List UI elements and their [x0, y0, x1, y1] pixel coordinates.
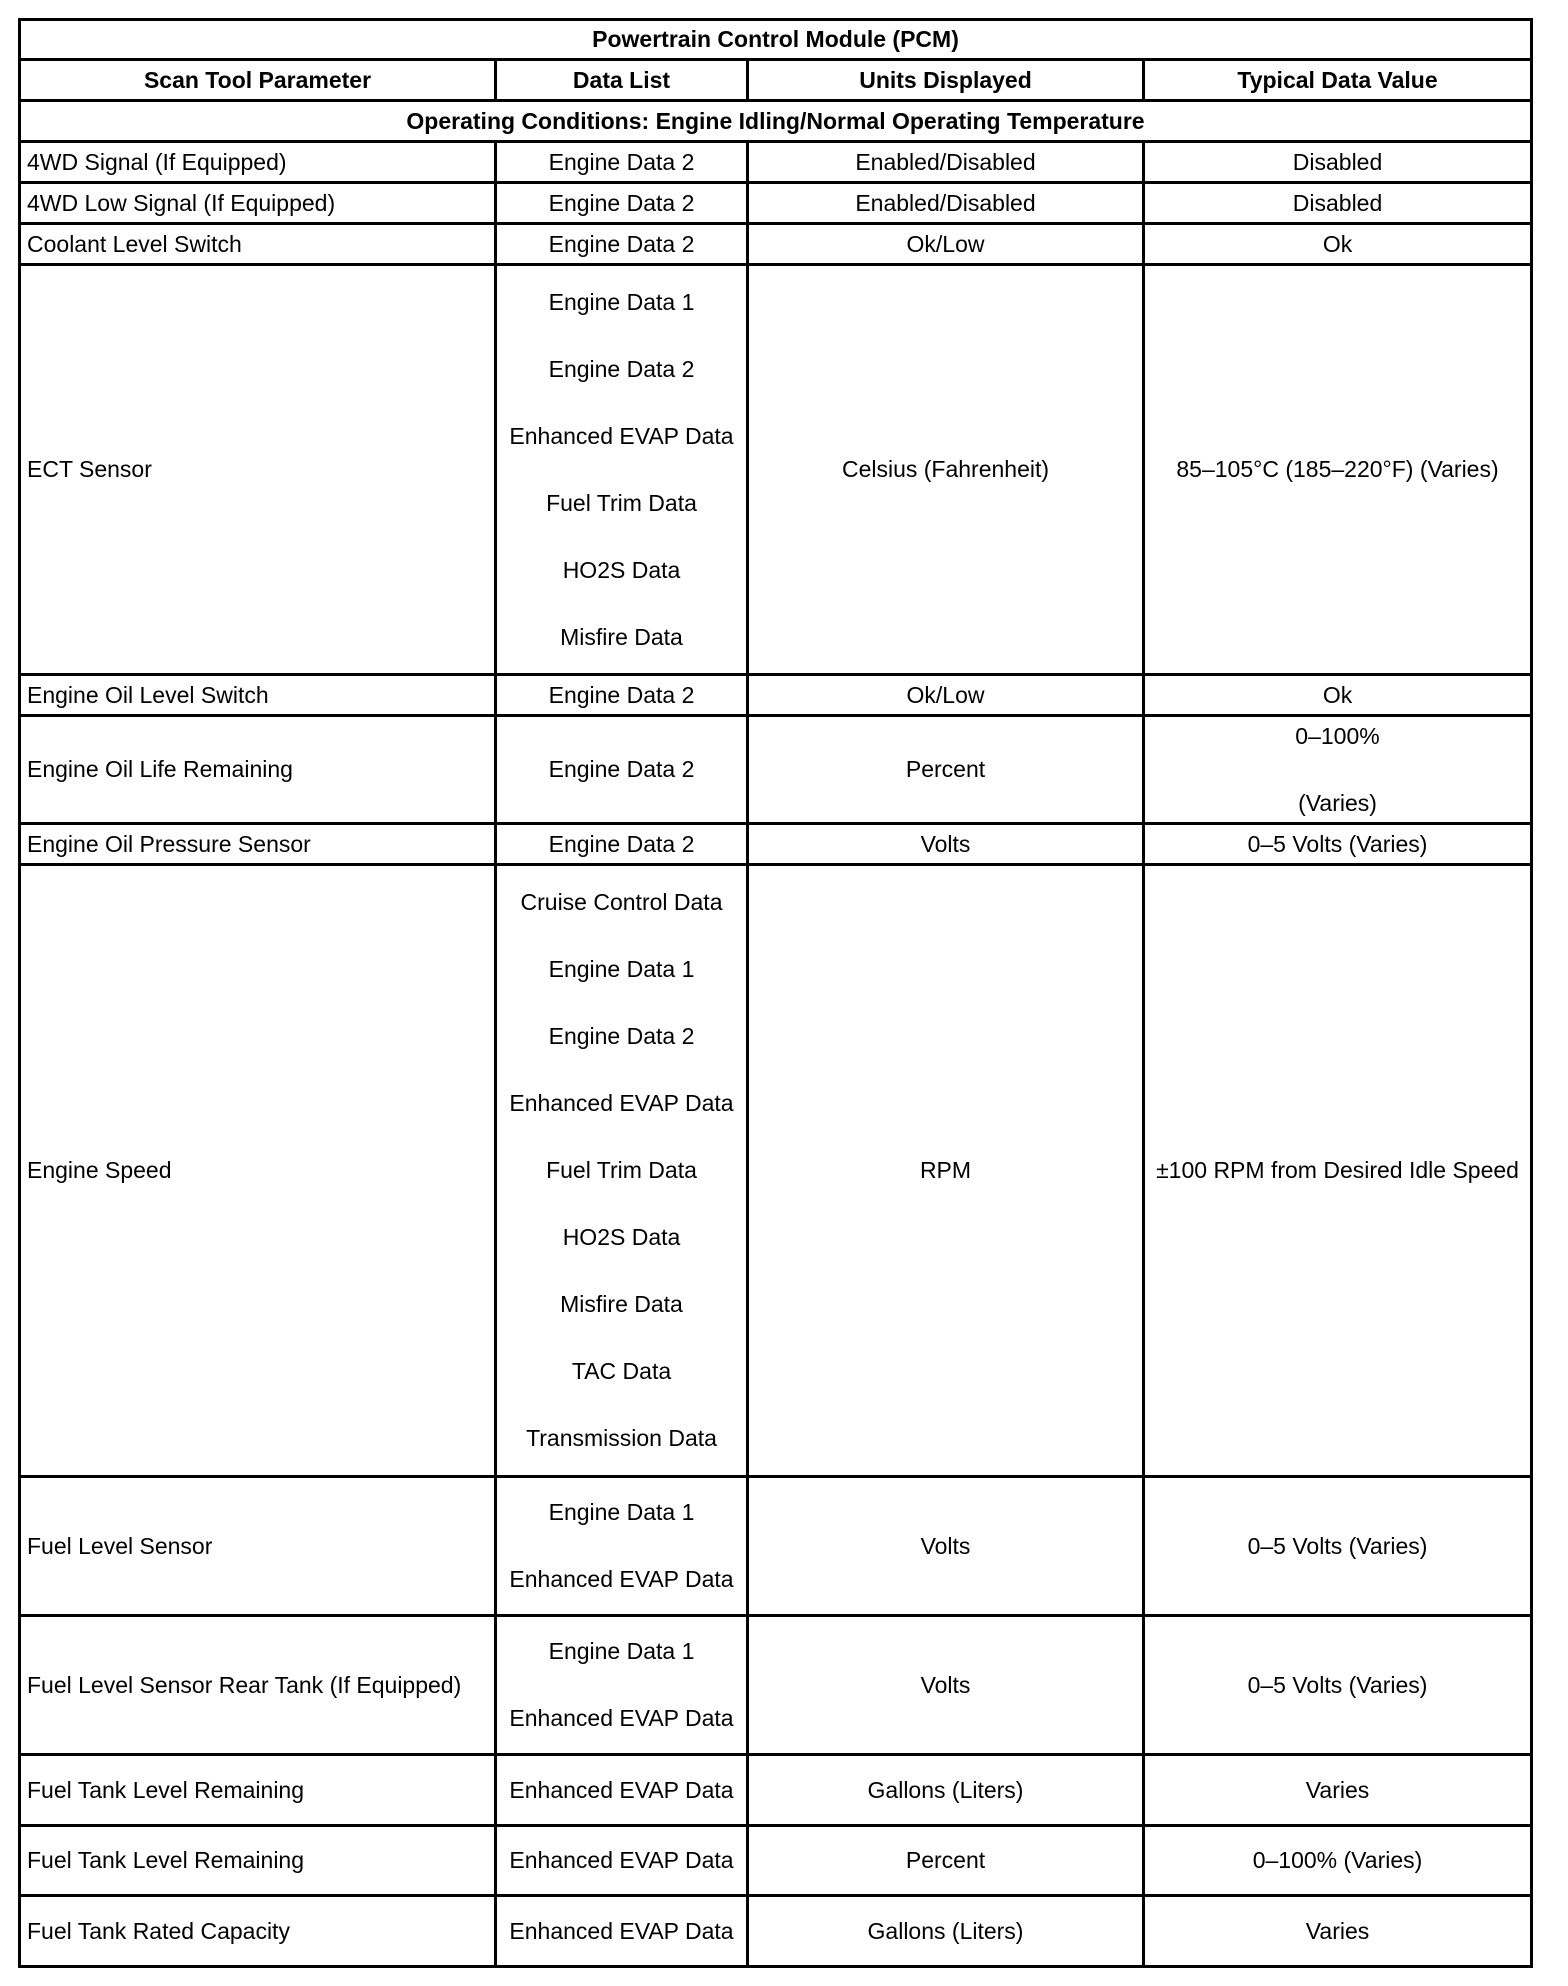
- cell-parameter: Fuel Tank Level Remaining: [20, 1826, 496, 1896]
- cell-units: Ok/Low: [748, 224, 1144, 265]
- cell-typical-value: [1144, 265, 1532, 675]
- data-list-entry: Engine Data 1: [548, 1499, 695, 1525]
- cell-units: Ok/Low: [748, 675, 1144, 716]
- table-row: [20, 265, 1532, 675]
- header-units-displayed: Units Displayed: [748, 60, 1144, 101]
- cell-units: Gallons (Liters): [748, 1896, 1144, 1967]
- data-list-entry: Enhanced EVAP Data: [509, 1705, 734, 1731]
- cell-typical-value: [1144, 142, 1532, 183]
- data-list-entry: Enhanced EVAP Data: [509, 1917, 734, 1944]
- cell-units: Enabled/Disabled: [748, 183, 1144, 224]
- cell-data-list: [496, 1616, 748, 1755]
- cell-parameter: Fuel Tank Rated Capacity: [20, 1896, 496, 1967]
- table-row: [20, 865, 1532, 1477]
- cell-data-list: [496, 675, 748, 716]
- cell-data-list: [496, 1826, 748, 1896]
- typical-value-entry: 0–5 Volts (Varies): [1247, 830, 1428, 857]
- cell-parameter: Coolant Level Switch: [20, 224, 496, 265]
- table-row: [20, 1896, 1532, 1967]
- table-row: [20, 1477, 1532, 1616]
- data-list-entry: Engine Data 2: [548, 355, 695, 382]
- cell-data-list: [496, 142, 748, 183]
- table-row: [20, 224, 1532, 265]
- data-list-entry: Misfire Data: [560, 623, 683, 650]
- cell-units: Volts: [748, 1477, 1144, 1616]
- data-list-entry: Engine Data 2: [548, 1023, 695, 1049]
- cell-data-list: [496, 1896, 748, 1967]
- cell-typical-value: [1144, 224, 1532, 265]
- table-title: Powertrain Control Module (PCM): [20, 20, 1532, 60]
- table-row: [20, 183, 1532, 224]
- cell-typical-value: [1144, 675, 1532, 716]
- cell-parameter: Engine Speed: [20, 865, 496, 1477]
- data-list-entry: Engine Data 1: [548, 288, 695, 315]
- typical-value-entry: Varies: [1305, 1917, 1370, 1944]
- typical-value-entry: 0–5 Volts (Varies): [1247, 1532, 1428, 1559]
- table-row: [20, 1755, 1532, 1826]
- cell-units: Volts: [748, 824, 1144, 865]
- typical-value-entry: 85–105°C (185–220°F) (Varies): [1176, 456, 1499, 482]
- typical-value-entry: (Varies): [1298, 789, 1377, 816]
- pcm-data-table: [18, 18, 1533, 1968]
- data-list-entry: Cruise Control Data: [520, 889, 723, 915]
- data-list-entry: Engine Data 1: [548, 956, 695, 982]
- typical-value-entry: Disabled: [1292, 148, 1383, 175]
- cell-data-list: [496, 224, 748, 265]
- cell-data-list: [496, 1755, 748, 1826]
- cell-typical-value: [1144, 1616, 1532, 1755]
- data-list-entry: Enhanced EVAP Data: [509, 1847, 734, 1873]
- cell-data-list: [496, 716, 748, 824]
- data-list-entry: Enhanced EVAP Data: [509, 1090, 734, 1116]
- cell-units: Celsius (Fahrenheit): [748, 265, 1144, 675]
- cell-typical-value: [1144, 716, 1532, 824]
- cell-data-list: [496, 865, 748, 1477]
- cell-typical-value: [1144, 1477, 1532, 1616]
- data-list-entry: HO2S Data: [562, 556, 681, 583]
- cell-units: Enabled/Disabled: [748, 142, 1144, 183]
- data-list-entry: Transmission Data: [526, 1425, 717, 1451]
- section-heading: Operating Conditions: Engine Idling/Normal Operating Temperature: [20, 101, 1532, 142]
- cell-typical-value: [1144, 865, 1532, 1477]
- table-row: [20, 824, 1532, 865]
- data-list-entry: Engine Data 2: [548, 681, 695, 708]
- cell-units: Volts: [748, 1616, 1144, 1755]
- cell-typical-value: [1144, 1755, 1532, 1826]
- cell-parameter: ECT Sensor: [20, 265, 496, 675]
- header-data-list: Data List: [496, 60, 748, 101]
- table-row: [20, 675, 1532, 716]
- data-list-entry: Engine Data 2: [548, 189, 695, 216]
- cell-data-list: [496, 824, 748, 865]
- cell-parameter: 4WD Signal (If Equipped): [20, 142, 496, 183]
- cell-parameter: Fuel Tank Level Remaining: [20, 1755, 496, 1826]
- cell-parameter: Fuel Level Sensor Rear Tank (If Equipped): [20, 1616, 496, 1755]
- data-list-entry: Engine Data 2: [548, 230, 695, 257]
- data-list-entry: TAC Data: [571, 1358, 672, 1384]
- data-list-entry: Misfire Data: [560, 1291, 683, 1317]
- data-list-entry: Engine Data 2: [548, 756, 695, 782]
- typical-value-entry: Varies: [1305, 1776, 1370, 1803]
- typical-value-entry: Disabled: [1292, 189, 1383, 216]
- table-row: [20, 142, 1532, 183]
- cell-data-list: [496, 265, 748, 675]
- data-list-entry: Engine Data 2: [548, 148, 695, 175]
- cell-data-list: [496, 183, 748, 224]
- data-list-entry: Enhanced EVAP Data: [509, 1776, 734, 1803]
- cell-data-list: [496, 1477, 748, 1616]
- cell-parameter: Fuel Level Sensor: [20, 1477, 496, 1616]
- header-typical-data-value: Typical Data Value: [1144, 60, 1532, 101]
- typical-value-entry: 0–100%: [1295, 722, 1380, 749]
- cell-units: Percent: [748, 1826, 1144, 1896]
- cell-parameter: Engine Oil Life Remaining: [20, 716, 496, 824]
- cell-typical-value: [1144, 1826, 1532, 1896]
- data-list-entry: Enhanced EVAP Data: [509, 1566, 734, 1592]
- data-list-entry: Engine Data 2: [548, 830, 695, 857]
- table-row: [20, 716, 1532, 824]
- cell-typical-value: [1144, 824, 1532, 865]
- cell-parameter: Engine Oil Level Switch: [20, 675, 496, 716]
- typical-value-entry: ±100 RPM from Desired Idle Speed: [1156, 1157, 1519, 1183]
- cell-parameter: Engine Oil Pressure Sensor: [20, 824, 496, 865]
- cell-units: Percent: [748, 716, 1144, 824]
- data-list-entry: Enhanced EVAP Data: [509, 422, 734, 449]
- data-list-entry: Fuel Trim Data: [546, 1157, 697, 1183]
- table-row: [20, 1616, 1532, 1755]
- cell-units: Gallons (Liters): [748, 1755, 1144, 1826]
- cell-typical-value: [1144, 183, 1532, 224]
- table-row: [20, 1826, 1532, 1896]
- typical-value-entry: 0–100% (Varies): [1252, 1847, 1423, 1873]
- data-list-entry: Fuel Trim Data: [546, 489, 697, 516]
- cell-units: RPM: [748, 865, 1144, 1477]
- header-scan-tool-parameter: Scan Tool Parameter: [20, 60, 496, 101]
- data-list-entry: HO2S Data: [562, 1224, 681, 1250]
- typical-value-entry: Ok: [1322, 681, 1353, 708]
- cell-parameter: 4WD Low Signal (If Equipped): [20, 183, 496, 224]
- typical-value-entry: Ok: [1322, 230, 1353, 257]
- data-list-entry: Engine Data 1: [548, 1638, 695, 1664]
- cell-typical-value: [1144, 1896, 1532, 1967]
- typical-value-entry: 0–5 Volts (Varies): [1247, 1671, 1428, 1698]
